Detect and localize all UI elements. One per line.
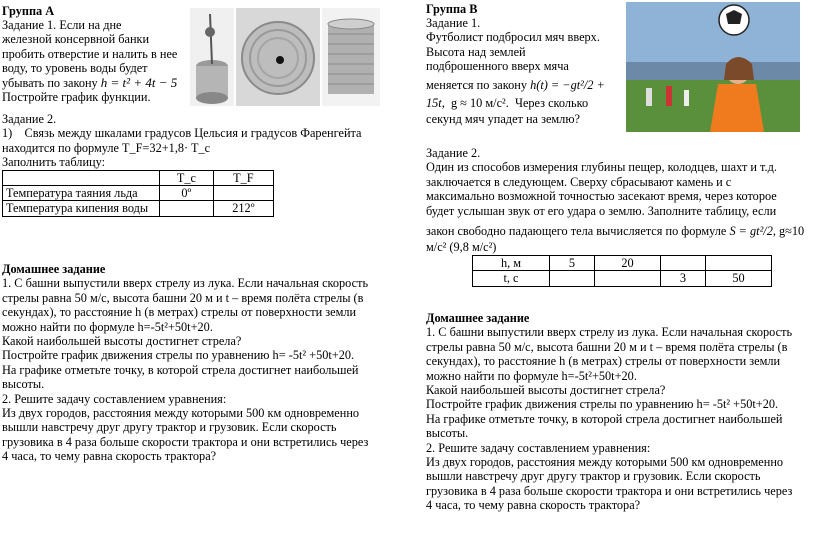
homework-line: стрелы равна 50 м/с, высота башни 20 м и t – время полёта стрелы (в: [2, 290, 364, 305]
homework-line: Из двух городов, расстояния между которыми 500 км одновременно: [426, 455, 784, 470]
homework-line: секундах), то расстояние h (в метрах) стрелы от поверхности земли: [2, 305, 357, 320]
homework-line: можно найти по формуле h=-5t²+50t+20.: [426, 368, 637, 383]
homework-title: Домашнее задание: [426, 311, 530, 325]
task1-line: пробить отверстие и налить в нее: [2, 46, 178, 61]
homework-line: Из двух городов, расстояния между которыми 500 км одновременно: [2, 406, 360, 421]
table-cell: [594, 271, 660, 286]
table-cell: 5: [550, 255, 595, 270]
homework-line: Какой наибольшей высоты достигнет стрела?: [2, 334, 242, 349]
task1-line: Задание 1.: [426, 16, 481, 30]
can-side-icon: [322, 8, 380, 106]
homework-line: грузовика в 4 раза больше скорости трактора и они встретились через: [2, 434, 369, 449]
table-cell: [705, 255, 771, 270]
homework-line: Какой наибольшей высоты достигнет стрела?: [426, 383, 666, 398]
homework-line: 1. С башни выпустили вверх стрелу из лука. Если начальная скорость: [426, 325, 793, 340]
table-cell: 50: [705, 271, 771, 286]
table-cell: 212º: [213, 201, 273, 216]
table-row: [473, 271, 772, 286]
task1-line: Высота над землей: [426, 44, 526, 59]
table-row-label: Температура таяния льда: [3, 186, 160, 201]
table-row-label: h, м: [473, 255, 550, 270]
temperature-table: [2, 170, 274, 217]
homework-line: вышли навстречу друг другу трактор и грузовик. Если скорость: [2, 420, 337, 435]
football-player-icon: [626, 2, 800, 132]
group-a-task2: [2, 112, 398, 217]
table-row-label: Температура кипения воды: [3, 201, 160, 216]
homework-line: секундах), то расстояние h (в метрах) стрелы от поверхности земли: [426, 354, 781, 369]
table-header-row: [3, 170, 274, 185]
table-row: [473, 255, 772, 270]
can-photo-2: [236, 8, 320, 106]
task1-line: воду, то уровень воды будет: [2, 61, 148, 76]
task1-g-value: g ≈ 10 м/с².: [450, 96, 509, 111]
table-row-label: t, с: [473, 271, 550, 286]
group-a-homework: [2, 262, 398, 464]
table-header-cell: T_c: [160, 170, 214, 185]
homework-line: Постройте график движения стрелы по уравнению h= -5t² +50t+20.: [426, 397, 779, 412]
table-cell: [550, 271, 595, 286]
task2-line: заключается в следующем. Сверху сбрасывают камень и с: [426, 174, 732, 189]
homework-line: можно найти по формуле h=-5t²+50t+20.: [2, 319, 213, 334]
task2-g-note2: м/с² (9,8 м/с²): [426, 240, 497, 255]
task2-title: Задание 2.: [426, 146, 481, 160]
task2-item-text: Связь между шкалами градусов Цельсия и градусов Фаренгейта: [24, 126, 362, 141]
group-b-homework: [426, 311, 816, 513]
table-cell: 0º: [160, 186, 214, 201]
group-b-task1: [426, 16, 626, 127]
table-cell: 20: [594, 255, 660, 270]
task1-line: Футболист подбросил мяч вверх.: [426, 30, 600, 45]
can-photo-3: [322, 8, 380, 106]
task2-line: максимально возможной точностью засекают время, через которое: [426, 189, 777, 204]
table-cell: 3: [660, 271, 705, 286]
homework-title: Домашнее задание: [2, 262, 106, 276]
task2-title: Задание 2.: [2, 112, 57, 126]
table-cell: [160, 201, 214, 216]
task2-line: будет услышан звук от его удара о землю. Заполните таблицу, если: [426, 203, 777, 218]
homework-line: 1. С башни выпустили вверх стрелу из лука. Если начальная скорость: [2, 276, 369, 291]
homework-line: 2. Решите задачу составлением уравнения:: [2, 391, 227, 406]
task1-line: Задание 1. Если на дне: [2, 18, 122, 32]
task2-formula-prefix: закон свободно падающего тела вычисляется по формуле: [426, 224, 727, 239]
table-header-cell: T_F: [213, 170, 273, 185]
table-cell: [213, 186, 273, 201]
task1-question: Через сколько: [514, 96, 589, 111]
task2-formula-line: [426, 224, 816, 238]
task1-formula: h(t) = −gt²/2 +: [530, 77, 605, 92]
task1-line: железной консервной банки: [2, 32, 150, 47]
homework-line: 2. Решите задачу составлением уравнения:: [426, 440, 651, 455]
task1-formula: h = t² + 4t − 5: [100, 74, 178, 90]
task1-line: подброшенного вверх мяча: [426, 59, 569, 74]
fall-table: [472, 255, 772, 287]
group-a-task1: [2, 18, 192, 104]
can-photo-1: [190, 8, 234, 106]
homework-line: грузовика в 4 раза больше скорости трактора и они встретились через: [426, 483, 793, 498]
homework-line: Постройте график движения стрелы по уравнению h= -5t² +50t+20.: [2, 348, 355, 363]
homework-line: На графике отметьте точку, в которой стрела достигнет наибольшей: [426, 411, 783, 426]
table-cell: [660, 255, 705, 270]
homework-line: 4 часа, то чему равна скорость трактора?: [426, 498, 641, 513]
task1-question-end: секунд мяч упадет на землю?: [426, 112, 580, 127]
task2-g-note: , g≈10: [772, 224, 805, 239]
homework-line: стрелы равна 50 м/с, высота башни 20 м и t – время полёта стрелы (в: [426, 339, 788, 354]
homework-line: высоты.: [2, 377, 45, 392]
task1-formula-cont: 15t,: [426, 96, 445, 111]
group-b-task2: [426, 146, 816, 287]
task1-formula-cont-line: [426, 96, 626, 110]
task1-law-prefix: убывать по закону: [2, 75, 98, 90]
table-row: [3, 201, 274, 216]
task2-formula-line: находится по формуле T_F=32+1,8· T_c: [2, 140, 211, 155]
table-row: [3, 186, 274, 201]
task2-formula: S = gt²/2: [729, 224, 773, 239]
football-photo: [626, 2, 800, 132]
task2-fill-label: Заполнить таблицу:: [2, 155, 106, 170]
task2-line: Один из способов измерения глубины пещер, колодцев, шахт и т.д.: [426, 160, 777, 175]
homework-line: вышли навстречу друг другу трактор и грузовик. Если скорость: [426, 469, 761, 484]
task1-instruction: Постройте график функции.: [2, 90, 151, 105]
can-top-icon: [236, 8, 320, 106]
task1-law-prefix: меняется по закону: [426, 77, 527, 92]
homework-line: 4 часа, то чему равна скорость трактора?: [2, 449, 217, 464]
group-b-title: Группа В: [426, 2, 478, 16]
task2-item: [2, 126, 398, 140]
homework-line: На графике отметьте точку, в которой стрела достигнет наибольшей: [2, 362, 359, 377]
can-with-hole-icon: [190, 8, 234, 106]
task2-item-num: 1): [2, 126, 13, 141]
group-a-title: Группа А: [2, 4, 55, 18]
task1-law-line: [426, 78, 626, 92]
task1-law-line: [2, 76, 192, 90]
homework-line: высоты.: [426, 426, 469, 441]
table-header-cell: [3, 170, 160, 185]
